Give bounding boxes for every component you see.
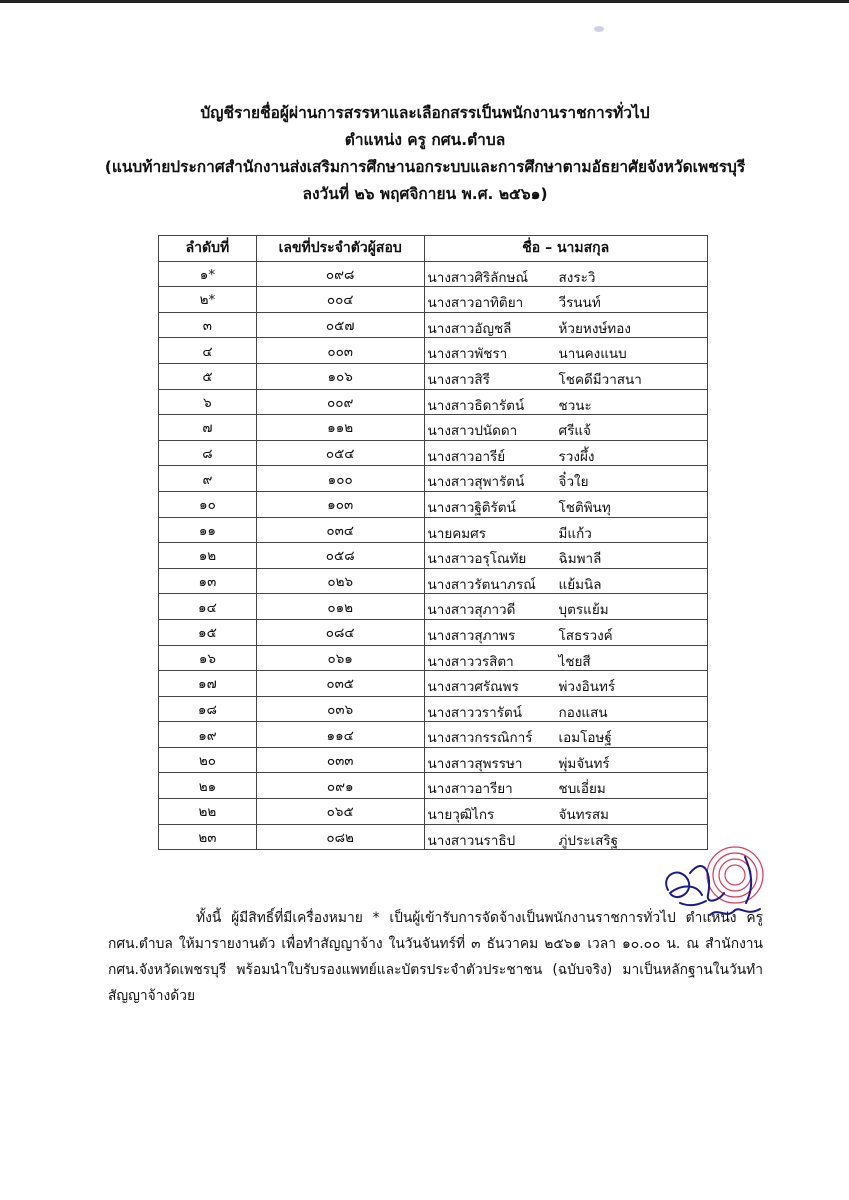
row-name: [424, 491, 707, 517]
table-row: [159, 517, 708, 543]
header-name: ชื่อ – นามสกุล: [424, 236, 707, 262]
row-first-name: นางสาวธิดารัตน์: [427, 397, 525, 414]
row-last-name: รวงผึ้ง: [558, 448, 595, 465]
row-name: [424, 671, 707, 697]
table-row: [159, 722, 708, 748]
row-name: [424, 696, 707, 722]
row-first-name: นางสาววรารัตน์: [427, 704, 522, 721]
row-last-name: พ่วงอินทร์: [558, 679, 616, 696]
row-last-name: ภู่ประเสริฐ: [558, 832, 619, 849]
row-no: ๑๕: [159, 619, 257, 645]
row-exam-id: ๐๕๘: [256, 543, 424, 569]
row-name: [424, 312, 707, 338]
row-name: [424, 594, 707, 620]
row-exam-id: ๐๙๘: [256, 261, 424, 287]
table-row: [159, 440, 708, 466]
row-no: ๒๒: [159, 799, 257, 825]
row-last-name: ศรีแจ้: [558, 423, 591, 440]
row-no: ๔: [159, 338, 257, 364]
row-last-name: กองแสน: [558, 704, 608, 721]
row-no: ๙: [159, 466, 257, 492]
row-exam-id: ๑๐๖: [256, 363, 424, 389]
row-name: [424, 517, 707, 543]
table-row: [159, 389, 708, 415]
table-body: [159, 261, 708, 850]
row-no: ๑๘: [159, 696, 257, 722]
row-name: [424, 363, 707, 389]
row-exam-id: ๐๐๙: [256, 389, 424, 415]
row-name: [424, 338, 707, 364]
row-exam-id: ๐๖๕: [256, 799, 424, 825]
row-name: [424, 747, 707, 773]
row-exam-id: ๐๓๔: [256, 517, 424, 543]
row-last-name: บุตรแย้ม: [558, 602, 609, 619]
row-name: [424, 722, 707, 748]
row-last-name: พุ่มจันทร์: [558, 755, 610, 772]
row-first-name: นางสาวพัชรา: [427, 346, 508, 363]
row-no: ๑๑: [159, 517, 257, 543]
table-row: [159, 287, 708, 313]
table-header-row: [159, 236, 708, 262]
row-exam-id: ๐๐๓: [256, 338, 424, 364]
row-name: [424, 466, 707, 492]
table-row: [159, 747, 708, 773]
table-row: [159, 338, 708, 364]
row-exam-id: ๐๒๖: [256, 568, 424, 594]
table-row: [159, 799, 708, 825]
row-first-name: นางสาวอรุโณทัย: [427, 551, 527, 568]
row-last-name: โสธรวงค์: [558, 627, 613, 644]
row-name: [424, 261, 707, 287]
table-row: [159, 491, 708, 517]
row-last-name: โชติพินทุ: [558, 499, 611, 516]
row-first-name: นางสาวสุภาวดี: [427, 602, 516, 619]
row-name: [424, 619, 707, 645]
row-first-name: นางสาววรสิตา: [427, 653, 514, 670]
table-row: [159, 773, 708, 799]
table-row: [159, 568, 708, 594]
row-last-name: จิ๋วใย: [558, 474, 589, 491]
row-exam-id: ๐๖๑: [256, 645, 424, 671]
signature-with-stamp: [650, 845, 780, 925]
table-row: [159, 824, 708, 850]
row-last-name: วีรนนท์: [558, 295, 601, 312]
row-last-name: มีแก้ว: [558, 525, 592, 542]
row-exam-id: ๐๑๒: [256, 594, 424, 620]
row-first-name: นางสาวกรรณิการ์: [427, 730, 533, 747]
row-first-name: นางสาวศรัณพร: [427, 679, 519, 696]
row-no: ๗: [159, 415, 257, 441]
row-last-name: โชคดีมีวาสนา: [558, 371, 642, 388]
row-first-name: นางสาวอัญชลี: [427, 320, 512, 337]
row-first-name: นางสาวสุพรรษา: [427, 755, 523, 772]
row-last-name: ชบเอี่ยม: [558, 781, 606, 798]
row-exam-id: ๐๙๑: [256, 773, 424, 799]
row-exam-id: ๐๐๔: [256, 287, 424, 313]
row-exam-id: ๐๕๗: [256, 312, 424, 338]
heading-line-2: ตำแหน่ง ครู กศน.ตำบล: [344, 131, 506, 149]
row-name: [424, 773, 707, 799]
heading-line-4: ลงวันที่ ๒๖ พฤศจิกายน พ.ศ. ๒๕๖๑): [302, 185, 548, 203]
table-row: [159, 543, 708, 569]
document-heading: [60, 100, 790, 208]
row-name: [424, 799, 707, 825]
row-first-name: นางสาวรัตนาภรณ์: [427, 576, 536, 593]
row-exam-id: ๐๘๔: [256, 619, 424, 645]
table-row: [159, 594, 708, 620]
table-row: [159, 671, 708, 697]
row-first-name: นางสาวศิริลักษณ์: [427, 269, 529, 286]
row-no: ๖: [159, 389, 257, 415]
row-exam-id: ๑๐๐: [256, 466, 424, 492]
row-first-name: นางสาวสุพารัตน์: [427, 474, 525, 491]
row-exam-id: ๐๓๖: [256, 696, 424, 722]
row-last-name: เอมโอษฐ์: [558, 730, 612, 747]
row-no: ๑๔: [159, 594, 257, 620]
row-first-name: นายคมศร: [427, 525, 487, 542]
top-edge-rule: [0, 0, 849, 3]
row-last-name: ห้วยหงษ์ทอง: [558, 320, 631, 337]
row-exam-id: ๐๓๓: [256, 747, 424, 773]
row-first-name: นางสาวฐิติรัตน์: [427, 499, 516, 516]
heading-line-3: (แนบท้ายประกาศสำนักงานส่งเสริมการศึกษานอกระบบและการศึกษาตามอัธยาศัยจังหวัดเพชรบุรี: [104, 158, 746, 176]
row-last-name: ไชยสี: [558, 653, 591, 670]
table-row: [159, 363, 708, 389]
row-last-name: สงระวิ: [558, 269, 596, 286]
header-exam-id: เลขที่ประจำตัวผู้สอบ: [256, 236, 424, 262]
table-row: [159, 415, 708, 441]
table-row: [159, 466, 708, 492]
table-row: [159, 619, 708, 645]
heading-line-1: บัญชีรายชื่อผู้ผ่านการสรรหาและเลือกสรรเป็นพนักงานราชการทั่วไป: [200, 104, 650, 122]
row-no: ๑๐: [159, 491, 257, 517]
row-exam-id: ๐๘๒: [256, 824, 424, 850]
table-row: [159, 312, 708, 338]
table-row: [159, 261, 708, 287]
scan-mark: [594, 26, 604, 32]
row-name: [424, 389, 707, 415]
row-name: [424, 645, 707, 671]
row-no: ๘: [159, 440, 257, 466]
row-no: ๑๗: [159, 671, 257, 697]
row-no: ๕: [159, 363, 257, 389]
row-last-name: แย้มนิล: [558, 576, 602, 593]
row-first-name: นางสาวนราธิป: [427, 832, 516, 849]
row-no: ๑๙: [159, 722, 257, 748]
row-first-name: นางสาวปนัดดา: [427, 423, 518, 440]
header-no: ลำดับที่: [159, 236, 257, 262]
row-no: ๓: [159, 312, 257, 338]
official-stamp: [707, 847, 763, 903]
row-exam-id: ๐๕๔: [256, 440, 424, 466]
row-exam-id: ๑๑๔: [256, 722, 424, 748]
row-no: ๑*: [159, 261, 257, 287]
row-no: ๑๖: [159, 645, 257, 671]
row-last-name: จันทรสม: [558, 807, 609, 824]
row-name: [424, 440, 707, 466]
row-no: ๑๓: [159, 568, 257, 594]
row-first-name: นางสาวสุภาพร: [427, 627, 516, 644]
row-exam-id: ๐๓๕: [256, 671, 424, 697]
row-name: [424, 287, 707, 313]
row-name: [424, 415, 707, 441]
row-exam-id: ๑๐๓: [256, 491, 424, 517]
table-row: [159, 645, 708, 671]
row-last-name: นานคงแนบ: [558, 346, 627, 363]
row-first-name: นางสาวสิรี: [427, 371, 490, 388]
instruction-text: ทั้งนี้ ผู้มีสิทธิ์ที่มีเครื่องหมาย * เป็นผู้เข้ารับการจัดจ้างเป็นพนักงานราชการทั่วไป ตำแหน่ง ครู กศน.ตำบล ให้มารายงานตัว เพื่อทำสัญญาจ้าง ในวันจันทร์ที่ ๓ ธันวาคม ๒๕๖๑ เวลา ๑๐.๐๐ น. ณ สำนักงาน กศน.จังหวัดเพชรบุรี พร้อมนำใบรับรองแพทย์และบัตรประจำตัวประชาชน (ฉบับจริง) มาเป็นหลักฐานในวันทำสัญญาจ้างด้วย: [108, 910, 763, 1004]
row-first-name: นางสาวอาทิติยา: [427, 295, 524, 312]
row-last-name: ชวนะ: [558, 397, 592, 414]
table-row: [159, 696, 708, 722]
row-no: ๑๒: [159, 543, 257, 569]
row-no: ๒๑: [159, 773, 257, 799]
row-no: ๒*: [159, 287, 257, 313]
row-first-name: นายวุฒิไกร: [427, 807, 495, 824]
row-name: [424, 568, 707, 594]
candidate-table: [158, 235, 708, 850]
row-no: ๒๓: [159, 824, 257, 850]
row-name: [424, 543, 707, 569]
row-exam-id: ๑๑๒: [256, 415, 424, 441]
row-first-name: นางสาวอารีย์: [427, 448, 506, 465]
row-no: ๒๐: [159, 747, 257, 773]
row-last-name: ฉิมพาลี: [558, 551, 602, 568]
row-first-name: นางสาวอารียา: [427, 781, 513, 798]
